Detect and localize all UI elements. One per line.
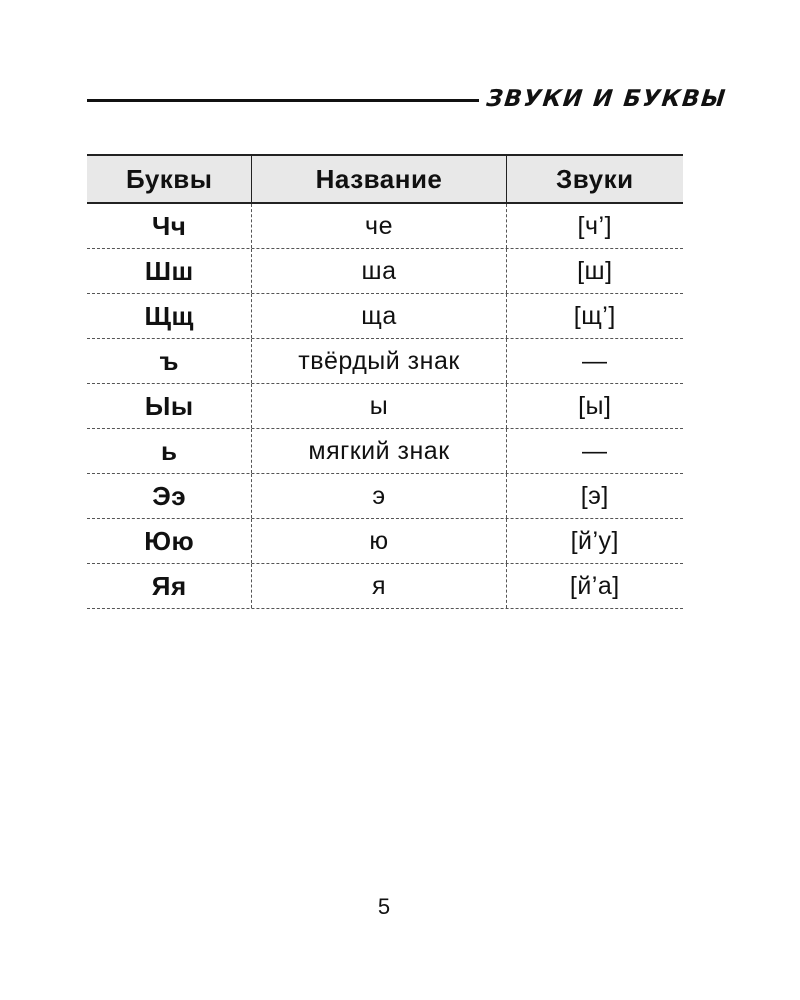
- name-cell: твёрдый знак: [251, 339, 505, 383]
- table-row: [87, 564, 683, 609]
- table-row: [87, 474, 683, 519]
- sound-cell: [й’у]: [506, 519, 683, 563]
- name-cell: ща: [251, 294, 505, 338]
- name-cell: ю: [251, 519, 505, 563]
- letters-cell: Яя: [151, 570, 187, 601]
- sound-cell: —: [506, 339, 683, 383]
- letters-cell: Чч: [152, 210, 187, 241]
- name-cell: я: [251, 564, 505, 608]
- letters-cell: Щщ: [144, 300, 194, 331]
- name-cell: ша: [251, 249, 505, 293]
- table-row: [87, 339, 683, 384]
- sound-cell: [э]: [506, 474, 683, 518]
- table-row: [87, 294, 683, 339]
- name-cell: мягкий знак: [251, 429, 505, 473]
- table-row: [87, 429, 683, 474]
- page-number: 5: [377, 894, 391, 919]
- name-cell: э: [251, 474, 505, 518]
- section-title: ЗВУКИ И БУКВЫ: [485, 86, 728, 112]
- column-header-letters: Буквы: [125, 163, 213, 194]
- letters-cell: Ыы: [144, 390, 194, 421]
- header-rule: [87, 99, 479, 102]
- name-cell: че: [251, 204, 505, 248]
- sound-cell: [й’а]: [506, 564, 683, 608]
- letters-cell: Шш: [144, 255, 194, 286]
- sound-cell: [ы]: [506, 384, 683, 428]
- sound-cell: —: [506, 429, 683, 473]
- table-header: [87, 154, 683, 204]
- letters-table: [87, 154, 683, 609]
- table-row: [87, 519, 683, 564]
- column-header-name: Название: [251, 156, 505, 202]
- letters-cell: Юю: [144, 525, 195, 556]
- letters-cell: ь: [160, 435, 178, 466]
- letters-cell: ъ: [159, 345, 179, 376]
- name-cell: ы: [251, 384, 505, 428]
- table-row: [87, 204, 683, 249]
- letters-cell: Ээ: [152, 480, 187, 511]
- column-header-sounds: Звуки: [506, 156, 683, 202]
- table-row: [87, 249, 683, 294]
- sound-cell: [щ’]: [506, 294, 683, 338]
- sound-cell: [ч’]: [506, 204, 683, 248]
- sound-cell: [ш]: [506, 249, 683, 293]
- table-row: [87, 384, 683, 429]
